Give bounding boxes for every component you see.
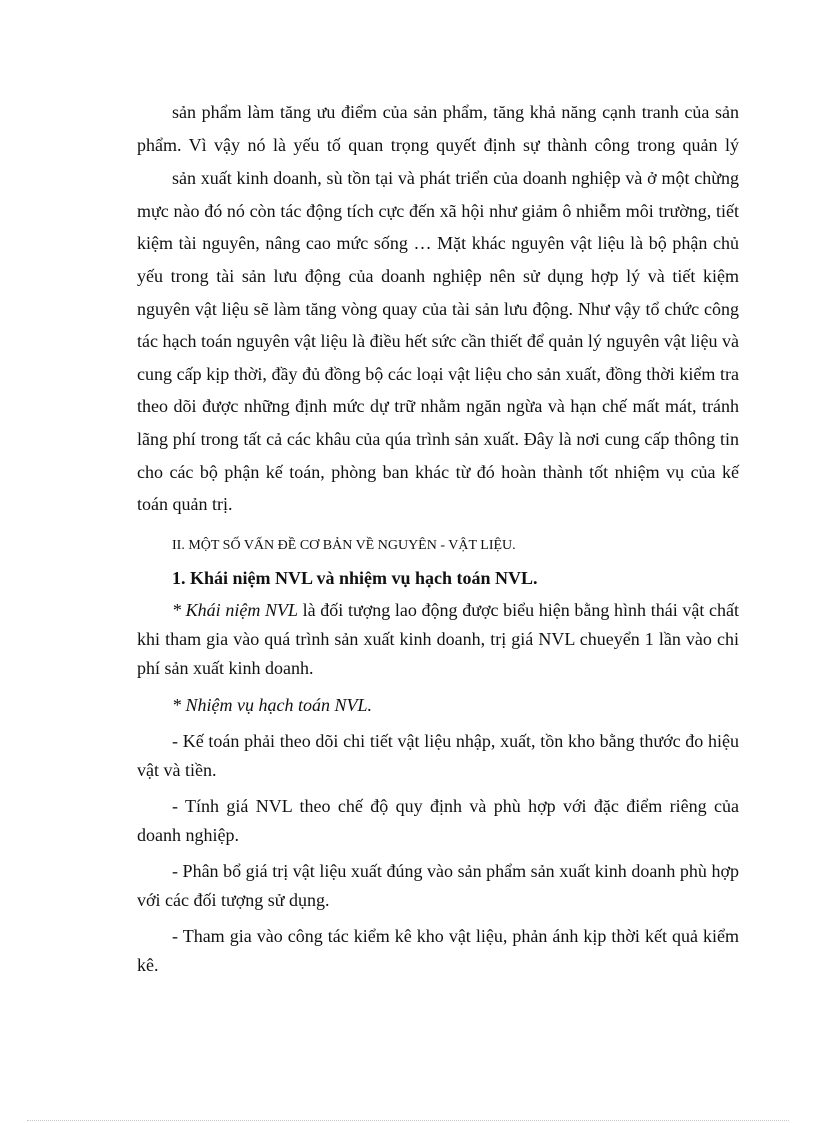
body-paragraph: sản xuất kinh doanh, sù tồn tại và phát triển của doanh nghiệp và ở một chừng mực nào đó nó còn tác động tích cực đến xã hội như giảm ô nhiễm môi trường, tiết kiệm tài nguyên, nâng cao mức sống … Mặt khác nguyên vật liệu là bộ phận chủ yếu trong tài sản lưu động của doanh nghiệp nên sử dụng hợp lý và tiết kiệm nguyên vật liệu sẽ làm tăng vòng quay của tài sản lưu động. Như vậy tổ chức công tác hạch toán nguyên vật liệu là điều hết sức cần thiết để quản lý nguyên vật liệu và cung cấp kịp thời, đầy đủ đồng bộ các loại vật liệu cho sản xuất, đồng thời kiểm tra theo dõi được những định mức dự trữ nhằm ngăn ngừa và hạn chế mất mát, tránh lãng phí trong tất cả các khâu của qúa trình sản xuất. Đây là nơi cung cấp thông tin cho các bộ phận kế toán, phòng ban khác từ đó hoàn thành tốt nhiệm vụ của kế toán quản trị. bbox=[137, 168, 739, 515]
definition-text: là đối tượng lao động được biểu hiện bằng hình thái vật chất khi tham gia vào quá trình sản xuất kinh doanh, trị giá NVL chueyển 1 lần vào chi phí sản xuất kinh doanh. bbox=[137, 599, 739, 678]
subsection-heading: 1. Khái niệm NVL và nhiệm vụ hạch toán NVL. bbox=[172, 567, 538, 588]
definition-label: * Khái niệm NVL bbox=[172, 599, 298, 620]
task-item: - Phân bổ giá trị vật liệu xuất đúng vào sản phẩm sản xuất kinh doanh phù hợp với các đối tượng sử dụng. bbox=[137, 860, 739, 910]
page-bottom-divider bbox=[27, 1120, 789, 1121]
task-item: - Tham gia vào công tác kiểm kê kho vật liệu, phản ánh kịp thời kết quả kiểm kê. bbox=[137, 925, 739, 975]
task-item: - Tính giá NVL theo chế độ quy định và phù hợp với đặc điểm riêng của doanh nghiệp. bbox=[137, 795, 739, 845]
definition-paragraph bbox=[137, 596, 739, 683]
tasks-heading bbox=[137, 690, 739, 720]
section-heading: II. MỘT SỐ VẤN ĐỀ CƠ BẢN VỀ NGUYÊN - VẬT LIỆU. bbox=[172, 537, 516, 553]
task-item: - Kế toán phải theo dõi chi tiết vật liệu nhập, xuất, tồn kho bằng thước đo hiệu vật và tiền. bbox=[137, 730, 739, 780]
tasks-heading-text: * Nhiệm vụ hạch toán NVL. bbox=[172, 694, 372, 715]
document-page bbox=[137, 96, 739, 980]
intro-paragraph: sản phẩm làm tăng ưu điểm của sản phẩm, tăng khả năng cạnh tranh của sản phẩm. Vì vậy nó là yếu tố quan trọng quyết định sự thành công trong quản lý bbox=[137, 102, 739, 155]
